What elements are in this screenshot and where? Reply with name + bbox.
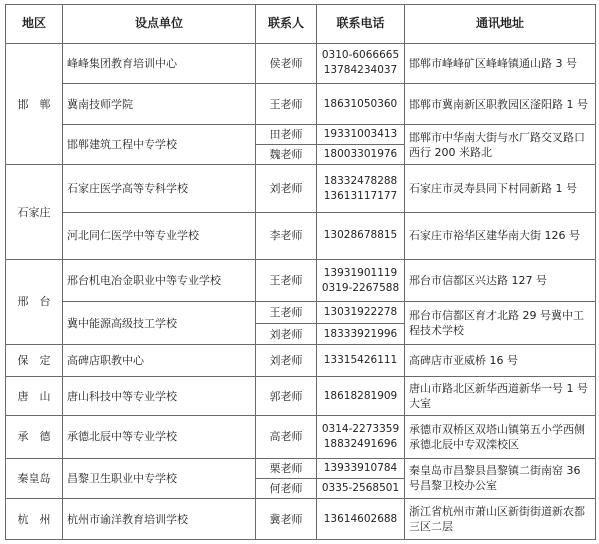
phone-number: 13028678815 bbox=[323, 229, 398, 242]
contact-cell: 刘老师 bbox=[256, 165, 317, 212]
phone-cell bbox=[317, 478, 405, 498]
region-cell: 石家庄 bbox=[6, 165, 63, 259]
phone-cell bbox=[317, 165, 405, 212]
phone-number: 13315426111 bbox=[323, 354, 398, 367]
unit-cell: 邯郸建筑工程中专学校 bbox=[63, 124, 256, 165]
region-cell: 秦皇岛 bbox=[6, 458, 63, 499]
header-contact: 联系人 bbox=[256, 5, 317, 44]
address-cell: 高碑店市亚威桥 16 号 bbox=[405, 345, 596, 377]
unit-cell: 冀中能源高级技工学校 bbox=[63, 302, 256, 345]
phone-cell bbox=[317, 458, 405, 478]
address-cell: 邯郸市中华南大街与水厂路交叉路口西行 200 米路北 bbox=[405, 124, 596, 165]
phone-cell bbox=[317, 323, 405, 344]
unit-cell: 承德北辰中等专业学校 bbox=[63, 415, 256, 458]
address-cell: 邯郸市峰峰矿区峰峰镇通山路 3 号 bbox=[405, 43, 596, 84]
table-row bbox=[6, 212, 596, 259]
header-address: 通讯地址 bbox=[405, 5, 596, 44]
unit-cell: 邢台机电冶金职业中等专业学校 bbox=[63, 259, 256, 302]
contact-cell: 刘老师 bbox=[256, 345, 317, 377]
phone-cell bbox=[317, 43, 405, 84]
phone-cell bbox=[317, 345, 405, 377]
contact-cell: 王老师 bbox=[256, 84, 317, 125]
phone-number: 13933910784 bbox=[323, 461, 398, 474]
unit-cell: 昌黎卫生职业中专学校 bbox=[63, 458, 256, 499]
table-row bbox=[6, 84, 596, 125]
phone-number: 18618281909 bbox=[323, 389, 398, 402]
phone-number: 13614602688 bbox=[323, 512, 398, 525]
contact-cell: 侯老师 bbox=[256, 43, 317, 84]
contact-cell: 何老师 bbox=[256, 478, 317, 498]
phone-number: 18832491696 bbox=[323, 437, 398, 450]
phone-number: 18631050360 bbox=[323, 97, 398, 110]
unit-cell: 杭州市谕洋教育培训学校 bbox=[63, 499, 256, 540]
address-cell: 石家庄市裕华区建华南大街 126 号 bbox=[405, 212, 596, 259]
phone-number: 19331003413 bbox=[323, 127, 398, 140]
unit-cell: 河北同仁医学中等专业学校 bbox=[63, 212, 256, 259]
contact-cell: 田老师 bbox=[256, 124, 317, 144]
contact-cell: 王老师 bbox=[256, 302, 317, 323]
unit-cell: 石家庄医学高等专科学校 bbox=[63, 165, 256, 212]
phone-cell bbox=[317, 84, 405, 125]
phone-number: 13613117177 bbox=[323, 189, 398, 202]
contact-cell: 李老师 bbox=[256, 212, 317, 259]
phone-number: 0314-2273359 bbox=[321, 422, 400, 435]
phone-cell bbox=[317, 259, 405, 302]
table-row bbox=[6, 302, 596, 323]
unit-cell: 冀南技师学院 bbox=[63, 84, 256, 125]
address-cell: 邢台市信都区兴达路 127 号 bbox=[405, 259, 596, 302]
unit-cell: 高碑店职教中心 bbox=[63, 345, 256, 377]
header-unit: 设点单位 bbox=[63, 5, 256, 44]
unit-cell: 唐山科技中等专业学校 bbox=[63, 377, 256, 416]
address-cell: 浙江省杭州市萧山区新街街道新农都三区二层 bbox=[405, 499, 596, 540]
contact-cell: 冀老师 bbox=[256, 499, 317, 540]
table-row bbox=[6, 259, 596, 302]
region-cell: 杭 州 bbox=[6, 499, 63, 540]
contact-cell: 高老师 bbox=[256, 415, 317, 458]
table-row bbox=[6, 415, 596, 458]
phone-cell bbox=[317, 415, 405, 458]
address-cell: 秦皇岛市昌黎县昌黎镇二街南窑 36 号昌黎卫校办公室 bbox=[405, 458, 596, 499]
region-cell: 邢 台 bbox=[6, 259, 63, 345]
region-cell: 邯 郸 bbox=[6, 43, 63, 165]
header-phone: 联系电话 bbox=[317, 5, 405, 44]
contact-cell: 郭老师 bbox=[256, 377, 317, 416]
phone-cell bbox=[317, 377, 405, 416]
phone-number: 13931901119 bbox=[323, 266, 398, 279]
table-row bbox=[6, 345, 596, 377]
table-row bbox=[6, 124, 596, 144]
address-cell: 唐山市路北区新华西道新华一号 1 号大室 bbox=[405, 377, 596, 416]
phone-number: 18332478288 bbox=[323, 174, 398, 187]
region-cell: 唐 山 bbox=[6, 377, 63, 416]
phone-number: 0310-6066665 bbox=[321, 49, 400, 62]
header-row bbox=[6, 5, 596, 44]
contact-cell: 栗老师 bbox=[256, 458, 317, 478]
table-row bbox=[6, 43, 596, 84]
table-row bbox=[6, 458, 596, 478]
unit-cell: 峰峰集团教育培训中心 bbox=[63, 43, 256, 84]
phone-cell bbox=[317, 145, 405, 165]
phone-number: 18333921996 bbox=[323, 327, 398, 340]
table-row bbox=[6, 165, 596, 212]
phone-cell bbox=[317, 212, 405, 259]
table-row bbox=[6, 377, 596, 416]
phone-number: 13784234037 bbox=[323, 64, 398, 77]
phone-number: 18003301976 bbox=[323, 148, 398, 161]
phone-cell bbox=[317, 499, 405, 540]
phone-cell bbox=[317, 302, 405, 323]
contact-cell: 魏老师 bbox=[256, 145, 317, 165]
phone-cell bbox=[317, 124, 405, 144]
contact-table bbox=[5, 4, 596, 540]
address-cell: 邢台市信都区育才北路 29 号冀中工程技术学校 bbox=[405, 302, 596, 345]
address-cell: 邯郸市冀南新区职教园区滏阳路 1 号 bbox=[405, 84, 596, 125]
table-row bbox=[6, 499, 596, 540]
phone-number: 0335-2568501 bbox=[321, 482, 400, 495]
contact-cell: 刘老师 bbox=[256, 323, 317, 344]
phone-number: 0319-2267588 bbox=[321, 281, 400, 294]
contact-cell: 王老师 bbox=[256, 259, 317, 302]
region-cell: 保 定 bbox=[6, 345, 63, 377]
address-cell: 石家庄市灵寿县同下村同新路 1 号 bbox=[405, 165, 596, 212]
region-cell: 承 德 bbox=[6, 415, 63, 458]
address-cell: 承德市双桥区双塔山镇第五小学西侧承德北辰中专双滦校区 bbox=[405, 415, 596, 458]
phone-number: 13031922278 bbox=[323, 306, 398, 319]
header-region: 地区 bbox=[6, 5, 63, 44]
